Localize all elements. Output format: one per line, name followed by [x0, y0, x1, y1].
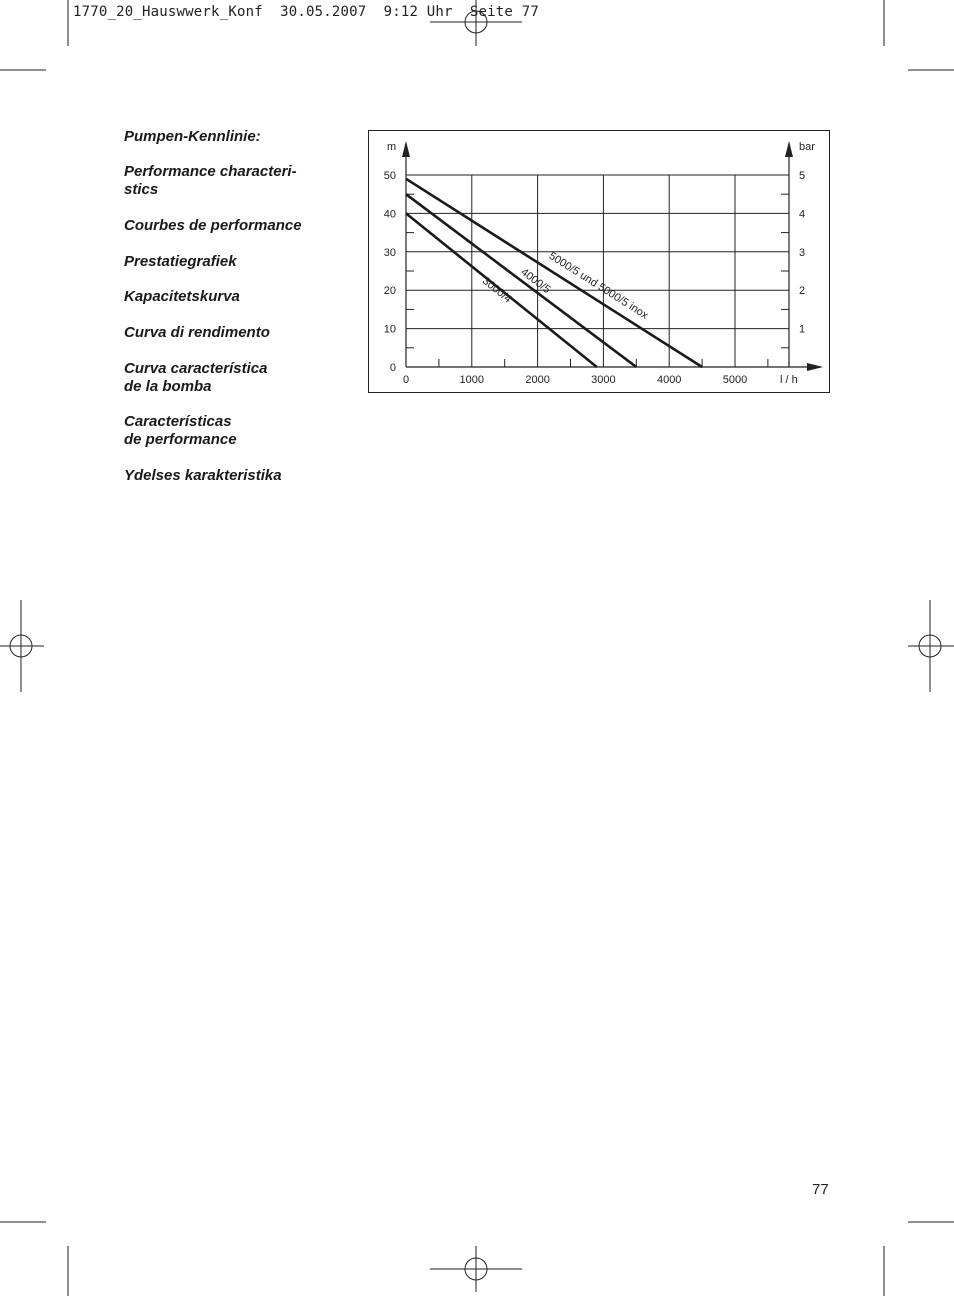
y2-tick-label: 3 [799, 246, 806, 259]
pump-performance-chart [368, 130, 830, 393]
y2-axis-unit-label: bar [799, 141, 815, 153]
y-tick-label: 20 [383, 285, 396, 298]
y-tick-label: 50 [383, 170, 396, 182]
title-swedish: Kapacitetskurva [124, 288, 240, 305]
title-dutch: Prestatiegrafiek [124, 253, 237, 270]
x-tick-label: 0 [402, 374, 410, 386]
x-axis-arrow [807, 363, 823, 371]
x-tick-label: 1000 [459, 374, 485, 386]
series-line [406, 179, 702, 367]
x-tick-label: 4000 [656, 374, 682, 386]
title-french: Courbes de performance [124, 217, 302, 234]
x-axis-unit-label: l / h [780, 374, 798, 386]
title-english: Performance characteri- stics [124, 163, 297, 198]
series-label: 4000/5 [518, 266, 553, 297]
y-tick-label: 30 [383, 246, 396, 259]
series-label: 3000/4 [479, 275, 514, 306]
x-tick-label: 2000 [525, 374, 550, 386]
y-tick-label: 0 [389, 362, 396, 374]
y2-tick-label: 2 [799, 285, 806, 298]
x-tick-label: 5000 [722, 374, 748, 386]
page-number: 77 [812, 1181, 829, 1198]
title-italian: Curva di rendimento [124, 324, 270, 341]
title-portuguese: Características de performance [124, 413, 237, 448]
y2-tick-label: 1 [799, 323, 806, 336]
y-tick-label: 40 [383, 208, 396, 221]
series-label: 5000/5 und 5000/5 inox [546, 250, 651, 322]
chart-canvas [369, 131, 831, 394]
y2-axis-arrow [785, 141, 793, 157]
title-spanish: Curva característica de la bomba [124, 360, 268, 395]
y2-tick-label: 4 [799, 208, 806, 221]
y-tick-label: 10 [383, 323, 396, 336]
title-german: Pumpen-Kennlinie: [124, 128, 261, 145]
y-axis-arrow [402, 141, 410, 157]
print-slug-header: 1770_20_Hauswwerk_Konf 30.05.2007 9:12 Uhr Seite 77 [73, 4, 539, 20]
y2-tick-label: 5 [799, 170, 806, 182]
y-axis-unit-label: m [387, 141, 397, 153]
title-danish: Ydelses karakteristika [124, 467, 282, 484]
x-tick-label: 3000 [591, 374, 616, 386]
